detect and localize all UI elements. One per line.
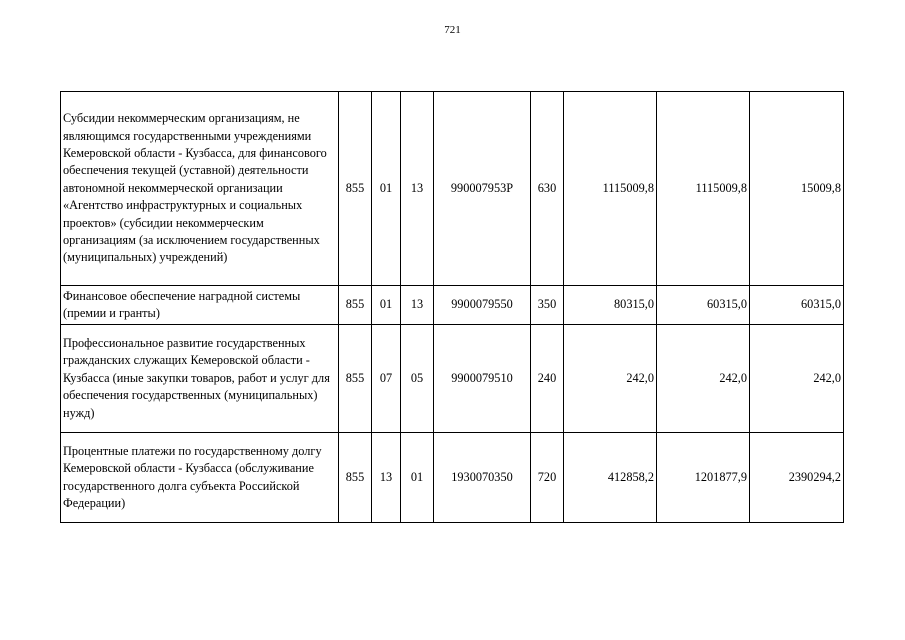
row-ministry-code: 855 xyxy=(339,286,372,325)
row-target-code: 990007953Р xyxy=(434,92,531,286)
row-amount-2: 242,0 xyxy=(657,325,750,433)
row-section-code: 01 xyxy=(372,286,401,325)
row-subsection-code: 13 xyxy=(401,92,434,286)
page-number: 721 xyxy=(444,24,461,36)
row-amount-3: 15009,8 xyxy=(750,92,844,286)
row-name: Процентные платежи по государственному долгу Кемеровской области - Кузбасса (обслуживание государственного долга субъекта Российской Федерации) xyxy=(61,433,339,523)
row-amount-3: 242,0 xyxy=(750,325,844,433)
table-row xyxy=(61,286,844,325)
row-amount-1: 1115009,8 xyxy=(564,92,657,286)
row-name: Финансовое обеспечение наградной системы (премии и гранты) xyxy=(61,286,339,325)
table-row xyxy=(61,433,844,523)
row-subsection-code: 05 xyxy=(401,325,434,433)
row-target-code: 9900079550 xyxy=(434,286,531,325)
row-subsection-code: 01 xyxy=(401,433,434,523)
row-expense-type-code: 720 xyxy=(531,433,564,523)
row-expense-type-code: 630 xyxy=(531,92,564,286)
row-ministry-code: 855 xyxy=(339,433,372,523)
row-amount-1: 242,0 xyxy=(564,325,657,433)
row-section-code: 01 xyxy=(372,92,401,286)
row-amount-3: 60315,0 xyxy=(750,286,844,325)
row-amount-1: 412858,2 xyxy=(564,433,657,523)
row-amount-1: 80315,0 xyxy=(564,286,657,325)
budget-table xyxy=(60,91,844,523)
row-name: Профессиональное развитие государственных гражданских служащих Кемеровской области - Кузбасса (иные закупки товаров, работ и услуг для обеспечения государственных (муниципальных) нужд) xyxy=(61,325,339,433)
row-ministry-code: 855 xyxy=(339,92,372,286)
row-name: Субсидии некоммерческим организациям, не являющимся государственными учреждениями Кемеровской области - Кузбасса, для финансового обеспечения текущей (уставной) деятельности автономной некоммерческой организации «Агентство инфраструктурных и социальных проектов» (субсидии некоммерческим организациям (за исключением государственных (муниципальных) учреждений) xyxy=(61,92,339,286)
row-target-code: 9900079510 xyxy=(434,325,531,433)
row-section-code: 13 xyxy=(372,433,401,523)
row-amount-2: 1201877,9 xyxy=(657,433,750,523)
table-row xyxy=(61,92,844,286)
row-amount-2: 1115009,8 xyxy=(657,92,750,286)
row-ministry-code: 855 xyxy=(339,325,372,433)
table-row xyxy=(61,325,844,433)
row-subsection-code: 13 xyxy=(401,286,434,325)
row-amount-2: 60315,0 xyxy=(657,286,750,325)
row-section-code: 07 xyxy=(372,325,401,433)
row-amount-3: 2390294,2 xyxy=(750,433,844,523)
row-expense-type-code: 350 xyxy=(531,286,564,325)
row-expense-type-code: 240 xyxy=(531,325,564,433)
row-target-code: 1930070350 xyxy=(434,433,531,523)
